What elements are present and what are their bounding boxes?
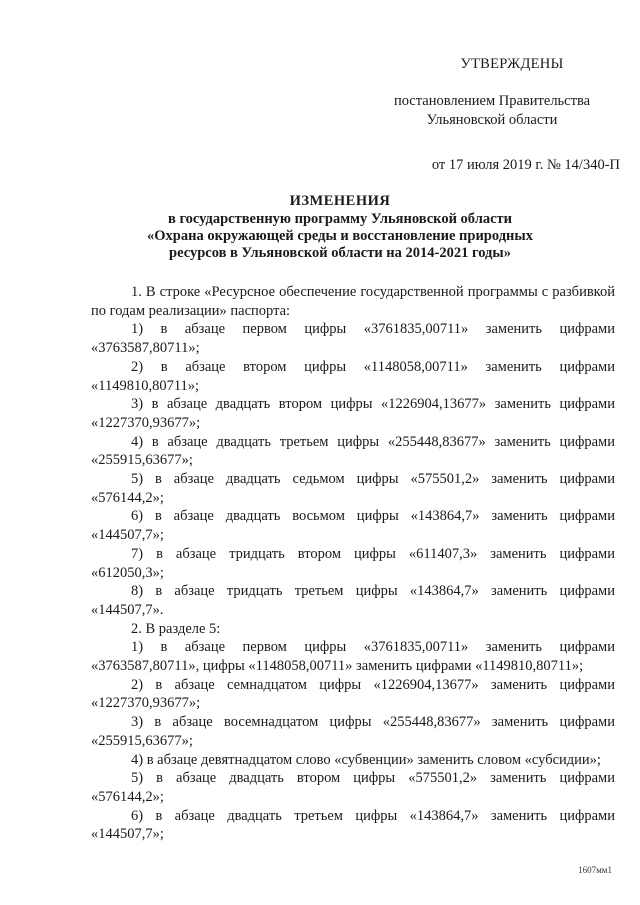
paragraph: 7) в абзаце тридцать втором цифры «611407,3» заменить цифрами «612050,3»; xyxy=(91,545,615,581)
approval-title: УТВЕРЖДЕНЫ xyxy=(460,56,564,72)
paragraph: 1) в абзаце первом цифры «3761835,00711» заменить цифрами «3763587,80711»; xyxy=(91,321,615,357)
approval-authority xyxy=(372,92,612,130)
document-heading xyxy=(90,193,590,262)
paragraph: 1) в абзаце первом цифры «3761835,00711» заменить цифрами «3763587,80711», цифры «1148058,00711» заменить цифрами «1149810,80711»; xyxy=(91,639,615,675)
paragraph: 4) в абзаце девятнадцатом слово «субвенции» заменить словом «субсидии»; xyxy=(131,751,601,768)
paragraph: 2) в абзаце втором цифры «1148058,00711» заменить цифрами «1149810,80711»; xyxy=(91,358,615,394)
paragraph: 6) в абзаце двадцать третьем цифры «143864,7» заменить цифрами «144507,7»; xyxy=(91,807,615,843)
paragraph: 2. В разделе 5: xyxy=(131,620,221,637)
heading-line-1: в государственную программу Ульяновской области xyxy=(167,211,512,227)
paragraph: 2) в абзаце семнадцатом цифры «1226904,13677» заменить цифрами «1227370,93677»; xyxy=(91,676,615,712)
heading-title: ИЗМЕНЕНИЯ xyxy=(289,193,391,209)
approval-line-1: постановлением Правительства xyxy=(393,93,591,109)
footer-document-code: 1607мм1 xyxy=(578,865,612,875)
paragraph: 8) в абзаце тридцать третьем цифры «143864,7» заменить цифрами «144507,7». xyxy=(91,583,615,618)
approval-date: от 17 июля 2019 г. № 14/340-П xyxy=(431,157,620,173)
approval-line-2: Ульяновской области xyxy=(426,112,558,128)
paragraph: 1. В строке «Ресурсное обеспечение государственной программы с разбивкой по годам реализации» паспорта: xyxy=(91,284,615,319)
approval-block xyxy=(372,55,620,175)
document-body xyxy=(91,283,615,844)
paragraph: 3) в абзаце двадцать втором цифры «1226904,13677» заменить цифрами «1227370,93677»; xyxy=(91,396,615,431)
paragraph: 5) в абзаце двадцать втором цифры «575501,2» заменить цифрами «576144,2»; xyxy=(91,770,615,805)
paragraph: 5) в абзаце двадцать седьмом цифры «575501,2» заменить цифрами «576144,2»; xyxy=(91,471,615,506)
paragraph: 6) в абзаце двадцать восьмом цифры «143864,7» заменить цифрами «144507,7»; xyxy=(91,508,615,544)
heading-line-2: «Охрана окружающей среды и восстановление природных xyxy=(147,228,533,244)
paragraph: 4) в абзаце двадцать третьем цифры «255448,83677» заменить цифрами «255915,63677»; xyxy=(91,433,615,469)
heading-line-3: ресурсов в Ульяновской области на 2014-2021 годы» xyxy=(169,245,511,261)
paragraph: 3) в абзаце восемнадцатом цифры «255448,83677» заменить цифрами «255915,63677»; xyxy=(91,714,615,749)
